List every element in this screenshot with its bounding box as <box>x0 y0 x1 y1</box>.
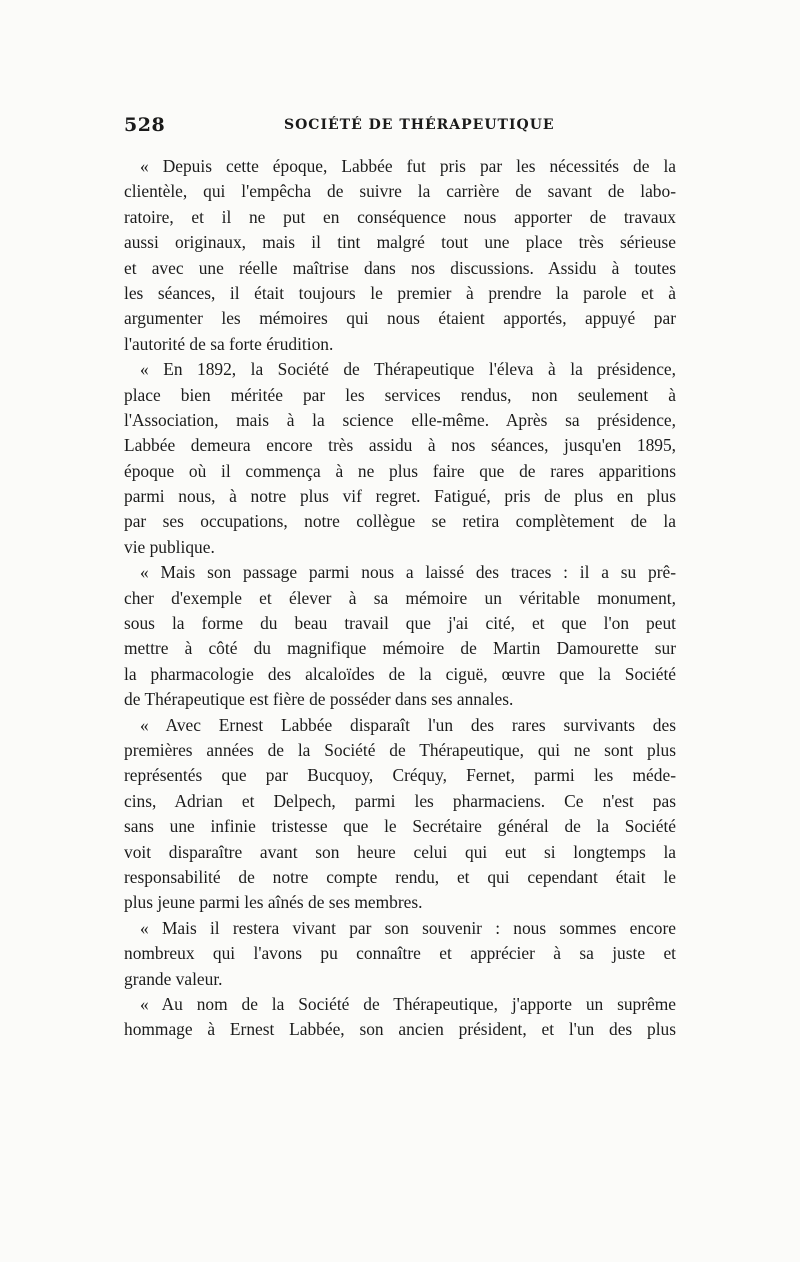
text-line: hommage à Ernest Labbée, son ancien président, et l'un des plus <box>124 1019 676 1040</box>
text-line: et avec une réelle maîtrise dans nos discussions. Assidu à toutes <box>124 257 676 278</box>
text-line: voit disparaître avant son heure celui qui eut si longtemps la <box>124 841 676 862</box>
text-line: ratoire, et il ne put en conséquence nous apporter de travaux <box>124 206 676 227</box>
body-text <box>124 154 676 1043</box>
text-line: « Avec Ernest Labbée disparaît l'un des rares survivants des <box>140 714 676 735</box>
text-line: « Au nom de la Société de Thérapeutique, j'apporte un suprême <box>140 993 676 1014</box>
text-line: cins, Adrian et Delpech, parmi les pharmaciens. Ce n'est pas <box>124 790 676 811</box>
text-line: aussi originaux, mais il tint malgré tout une place très sérieuse <box>124 232 676 253</box>
text-line: grande valeur. <box>124 968 223 989</box>
text-line: responsabilité de notre compte rendu, et qui cependant était le <box>124 866 676 887</box>
text-line: « Mais son passage parmi nous a laissé des traces : il a su prê- <box>140 562 676 583</box>
text-line: premières années de la Société de Thérapeutique, qui ne sont plus <box>124 739 676 760</box>
running-title: SOCIÉTÉ DE THÉRAPEUTIQUE <box>284 117 555 133</box>
text-line: époque où il commença à ne plus faire que de rares apparitions <box>124 460 676 481</box>
text-line: « Mais il restera vivant par son souvenir : nous sommes encore <box>140 917 676 938</box>
text-line: vie publique. <box>124 536 215 557</box>
text-line: l'Association, mais à la science elle-même. Après sa présidence, <box>124 409 676 430</box>
text-line: les séances, il était toujours le premier à prendre la parole et à <box>124 282 676 303</box>
text-line: clientèle, qui l'empêcha de suivre la carrière de savant de labo- <box>124 181 676 202</box>
text-line: mettre à côté du magnifique mémoire de Martin Damourette sur <box>124 638 676 659</box>
text-line: place bien méritée par les services rendus, non seulement à <box>124 384 676 405</box>
running-header <box>124 114 676 142</box>
text-line: cher d'exemple et élever à sa mémoire un véritable monument, <box>124 587 676 608</box>
text-line: parmi nous, à notre plus vif regret. Fatigué, pris de plus en plus <box>124 486 676 507</box>
text-line: sans une infinie tristesse que le Secrétaire général de la Société <box>124 816 676 837</box>
text-line: nombreux qui l'avons pu connaître et apprécier à sa juste et <box>124 943 676 964</box>
text-line: argumenter les mémoires qui nous étaient apportés, appuyé par <box>124 308 676 329</box>
text-line: de Thérapeutique est fière de posséder dans ses annales. <box>124 689 514 710</box>
text-line: plus jeune parmi les aînés de ses membres. <box>124 892 423 913</box>
text-line: l'autorité de sa forte érudition. <box>124 333 334 354</box>
text-line: sous la forme du beau travail que j'ai cité, et que l'on peut <box>124 613 676 634</box>
text-line: la pharmacologie des alcaloïdes de la ciguë, œuvre que la Société <box>124 663 676 684</box>
text-line: « En 1892, la Société de Thérapeutique l'éleva à la présidence, <box>140 359 676 380</box>
text-line: représentés que par Bucquoy, Créquy, Fernet, parmi les méde- <box>124 765 676 786</box>
page-number: 528 <box>124 114 166 136</box>
text-line: par ses occupations, notre collègue se retira complètement de la <box>124 511 676 532</box>
text-line: « Depuis cette époque, Labbée fut pris par les nécessités de la <box>140 156 676 176</box>
text-line: Labbée demeura encore très assidu à nos séances, jusqu'en 1895, <box>124 435 676 456</box>
